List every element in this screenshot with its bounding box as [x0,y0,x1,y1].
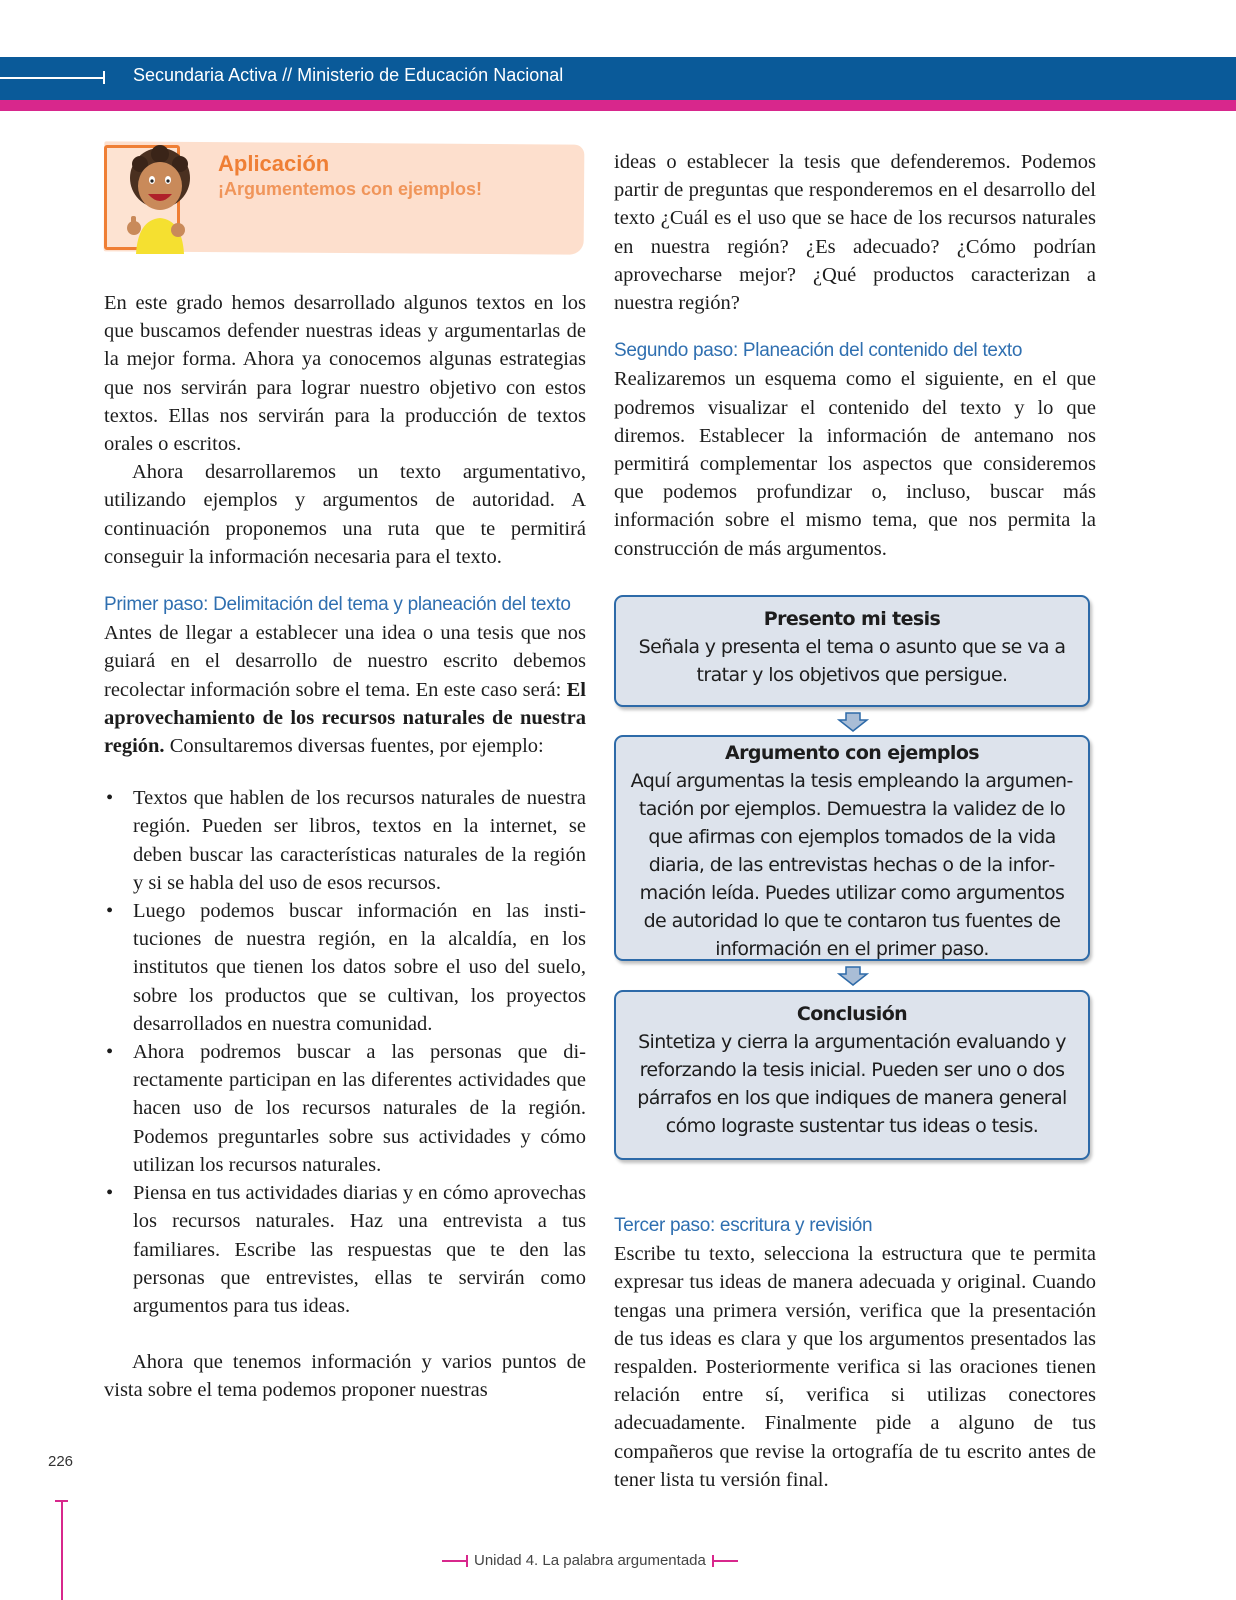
flow-box-title: Conclusión [796,1003,908,1025]
list-item: • Ahora podremos buscar a las personas que directamente participan en las diferentes actividades que hacen uso de los recursos naturales de la región. Podemos preguntarles sobre sus actividades y cómo utilizan los recursos naturales. [104,1038,586,1179]
page-number: 226 [48,1453,74,1470]
closing-paragraph: Ahora que tenemos información y varios puntos de vista sobre el tema podemos proponer nuestras [104,1351,586,1402]
list-item: • Luego podemos buscar información en las instituciones de nuestra región, en la alcaldía, en los institutos que tienen los datos sobre el uso del suelo, sobre los productos que se cultivan, los proyectos desarrollados en nuestra comunidad. [104,897,586,1038]
arrow-down-icon [837,712,869,732]
flow-box-conclusion [614,990,1090,1160]
step1-text-b: Consultaremos diversas fuentes, por ejemplo: [164,735,544,758]
flow-box-examples [614,735,1090,961]
step1-heading: Primer paso: Delimitación del tema y planeación del texto [104,594,571,616]
student-character-illustration [118,142,202,254]
flow-box-title: Presento mi tesis [763,608,941,630]
step3-section [614,1192,1096,1494]
step1-topic-bold: El aprovechamiento de los recursos naturales de nuestra región. [104,678,586,758]
header-rule [0,77,104,79]
list-item: • Textos que hablen de los recursos naturales de nuestra región. Pueden ser libros, textos en la internet, se deben buscar las características naturales de la región y si se habla del uso de esos recursos. [104,784,586,897]
route-paragraph: Ahora desarrollaremos un texto argumentativo, utilizando ejemplos y argumentos de autoridad. A continuación proponemos una ruta que te permitirá conseguir la información necesaria para el texto. [104,461,586,568]
footer-unit [442,1552,738,1569]
step3-heading: Tercer paso: escritura y revisión [614,1215,873,1236]
flow-box-title: Argumento con ejemplos [725,742,979,764]
flow-box-text: Aquí argumentas la tesis empleando la argumentación por ejemplos. Demuestra la validez de lo que afirmas con ejemplos tomados de la vida diaria, de las entrevistas hechas o de la información leída. Puedes utilizar como argumentos de autoridad lo que te contaron tus fuentes de información en el primer paso. [630,770,1074,960]
arrow-down-icon [837,966,869,986]
flow-box-text: Señala y presenta el tema o asunto que se va a tratar y los objetivos que persigue. [638,636,1066,686]
header-rule-tick [103,71,105,84]
intro-paragraph: En este grado hemos desarrollado algunos textos en los que buscamos defender nuestras ideas y argumentarlas de la mejor forma. Ahora ya conocemos algunas estrategias que nos servirán para lograr nuestro objetivo con estos textos. Ellas nos servirán para la producción de textos orales o escritos. [104,292,586,456]
header-pink-stripe [0,100,1236,111]
step2-paragraph: Realizaremos un esquema como el siguiente, en el que podremos visualizar el contenido del texto y lo que diremos. Establecer la información de antemano nos permitirá complementar los aspectos que consideremos que podemos profundizar o, incluso, buscar más información sobre el mismo tema, que nos permita la construcción de más argumentos. [614,368,1096,560]
footer-unit-title: La palabra argumentada [542,1552,706,1569]
step2-heading: Segundo paso: Planeación del contenido del texto [614,340,1023,362]
left-column [104,289,586,1405]
footer-unit-label: Unidad 4. [474,1552,539,1569]
list-item: • Piensa en tus actividades diarias y en cómo aprovechas los recursos naturales. Haz una entrevista a tus familiares. Escribe las respuestas que te den las personas que entrevistes, ellas te servirán como argumentos para tus ideas. [104,1179,586,1320]
questions-paragraph: ideas o establecer la tesis que defenderemos. Podemos partir de preguntas que responderemos en el desarrollo del texto ¿Cuál es el uso que se hace de los recursos naturales en nuestra región? ¿Es adecuado? ¿Cómo podrían aprovecharse mejor? ¿Qué productos caracterizan a nuestra región? [614,151,1096,315]
footer-rule-left [442,1560,468,1562]
step1-text-a: Antes de llegar a establecer una idea o una tesis que nos guiará en el desarrollo de nuestro escrito debemos recolectar información sobre el tema. En este caso será: [104,622,586,701]
aplicacion-subtitle: ¡Argumentemos con ejemplos! [218,179,483,199]
step1-paragraph [104,619,586,760]
aplicacion-title: Aplicación [218,151,330,176]
step3-paragraph: Escribe tu texto, selecciona la estructura que te permita expresar tus ideas de manera adecuada y original. Cuando tengas una primera versión, verifica que la presentación de tus ideas es clara y que los argumentos presentados las respalden. Posteriormente verifica si las oraciones tienen relación entre sí, verifica si utilizas conectores adecuadamente. Finalmente pide a alguno de tus compañeros que revise la ortografía de tu escrito antes de tener lista tu versión final. [614,1243,1096,1491]
right-column [614,148,1096,563]
flow-box-thesis [614,595,1090,707]
spacer [104,1320,586,1348]
footer-rule-right [712,1560,738,1562]
header-title: Secundaria Activa // Ministerio de Educación Nacional [133,65,564,85]
margin-rule [61,1501,63,1600]
flow-box-text: Sintetiza y cierra la argumentación evaluando y reforzando la tesis inicial. Pueden ser uno o dos párrafos en los que indiques de manera general cómo lograste sustentar tus ideas o tesis. [637,1031,1067,1137]
sources-list [104,784,586,1320]
